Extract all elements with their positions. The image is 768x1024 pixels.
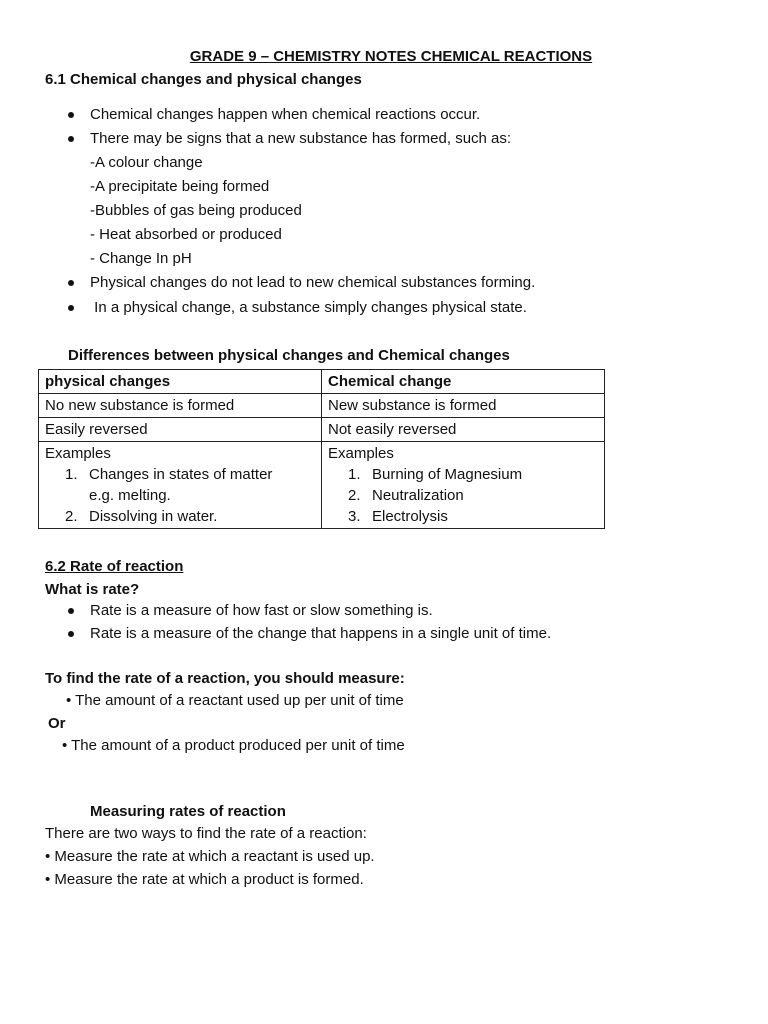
table-cell: No new substance is formed <box>39 394 322 418</box>
list-item <box>45 506 315 527</box>
page-title: GRADE 9 – CHEMISTRY NOTES CHEMICAL REACTIONS <box>189 48 593 65</box>
measuring-heading: Measuring rates of reaction <box>90 803 286 820</box>
list-number: 3. <box>348 508 361 525</box>
example-text: Dissolving in water. <box>89 508 218 525</box>
table-row-examples <box>39 442 605 529</box>
list-number: 2. <box>65 508 78 525</box>
list-item <box>45 464 315 506</box>
bullet-icon <box>68 631 74 637</box>
table-row <box>39 394 605 418</box>
or-label: Or <box>48 715 66 732</box>
list-item: There may be signs that a new substance has formed, such as: <box>90 130 512 147</box>
subheading-what-is-rate: What is rate? <box>45 581 140 598</box>
list-item: • Measure the rate at which a product is formed. <box>45 871 364 888</box>
list-item: • Measure the rate at which a reactant is used up. <box>45 848 375 865</box>
example-text-line <box>89 464 315 485</box>
bullet-icon <box>68 112 74 118</box>
bullet-icon <box>68 608 74 614</box>
table-row <box>39 418 605 442</box>
chemical-examples-cell <box>322 442 605 529</box>
ways-intro: There are two ways to find the rate of a reaction: <box>45 825 367 842</box>
example-text: Burning of Magnesium <box>372 466 523 483</box>
physical-examples-cell <box>39 442 322 529</box>
list-number: 1. <box>65 466 78 483</box>
section-heading-6-2: 6.2 Rate of reaction <box>45 558 184 575</box>
bullet-icon <box>68 136 74 142</box>
list-item: In a physical change, a substance simply changes physical state. <box>90 299 527 316</box>
column-header-physical: physical changes <box>39 370 322 394</box>
examples-label: Examples <box>328 445 394 462</box>
column-header-chemical: Chemical change <box>322 370 605 394</box>
example-text: Electrolysis <box>372 508 448 525</box>
list-item <box>328 506 598 527</box>
table-cell: New substance is formed <box>322 394 605 418</box>
sign-item: -Bubbles of gas being produced <box>90 202 302 219</box>
list-number: 1. <box>348 466 361 483</box>
table-header-row <box>39 370 605 394</box>
example-text: Changes in states of matter <box>89 466 273 483</box>
section-heading-6-1: 6.1 Chemical changes and physical changes <box>45 71 362 88</box>
differences-table <box>38 369 605 529</box>
bullet-icon <box>68 280 74 286</box>
sign-item: - Change In pH <box>90 250 192 267</box>
example-text-continuation: e.g. melting. <box>89 487 171 504</box>
example-text: Neutralization <box>372 487 464 504</box>
physical-examples-list <box>45 464 315 527</box>
list-item: Rate is a measure of the change that happens in a single unit of time. <box>90 625 552 642</box>
list-item: Chemical changes happen when chemical reactions occur. <box>90 106 481 123</box>
table-cell: Not easily reversed <box>322 418 605 442</box>
list-item: Rate is a measure of how fast or slow something is. <box>90 602 433 619</box>
sign-item: -A precipitate being formed <box>90 178 270 195</box>
list-item: Physical changes do not lead to new chemical substances forming. <box>90 274 536 291</box>
table-caption: Differences between physical changes and Chemical changes <box>68 347 510 364</box>
table-cell: Easily reversed <box>39 418 322 442</box>
sign-item: -A colour change <box>90 154 203 171</box>
list-number: 2. <box>348 487 361 504</box>
examples-label: Examples <box>45 445 111 462</box>
list-item <box>328 485 598 506</box>
bullet-icon <box>68 305 74 311</box>
list-item <box>328 464 598 485</box>
sign-item: - Heat absorbed or produced <box>90 226 282 243</box>
measure-heading: To find the rate of a reaction, you should measure: <box>45 670 405 687</box>
chemical-examples-list <box>328 464 598 527</box>
measure-option: • The amount of a reactant used up per unit of time <box>66 692 404 709</box>
measure-option: • The amount of a product produced per unit of time <box>62 737 405 754</box>
